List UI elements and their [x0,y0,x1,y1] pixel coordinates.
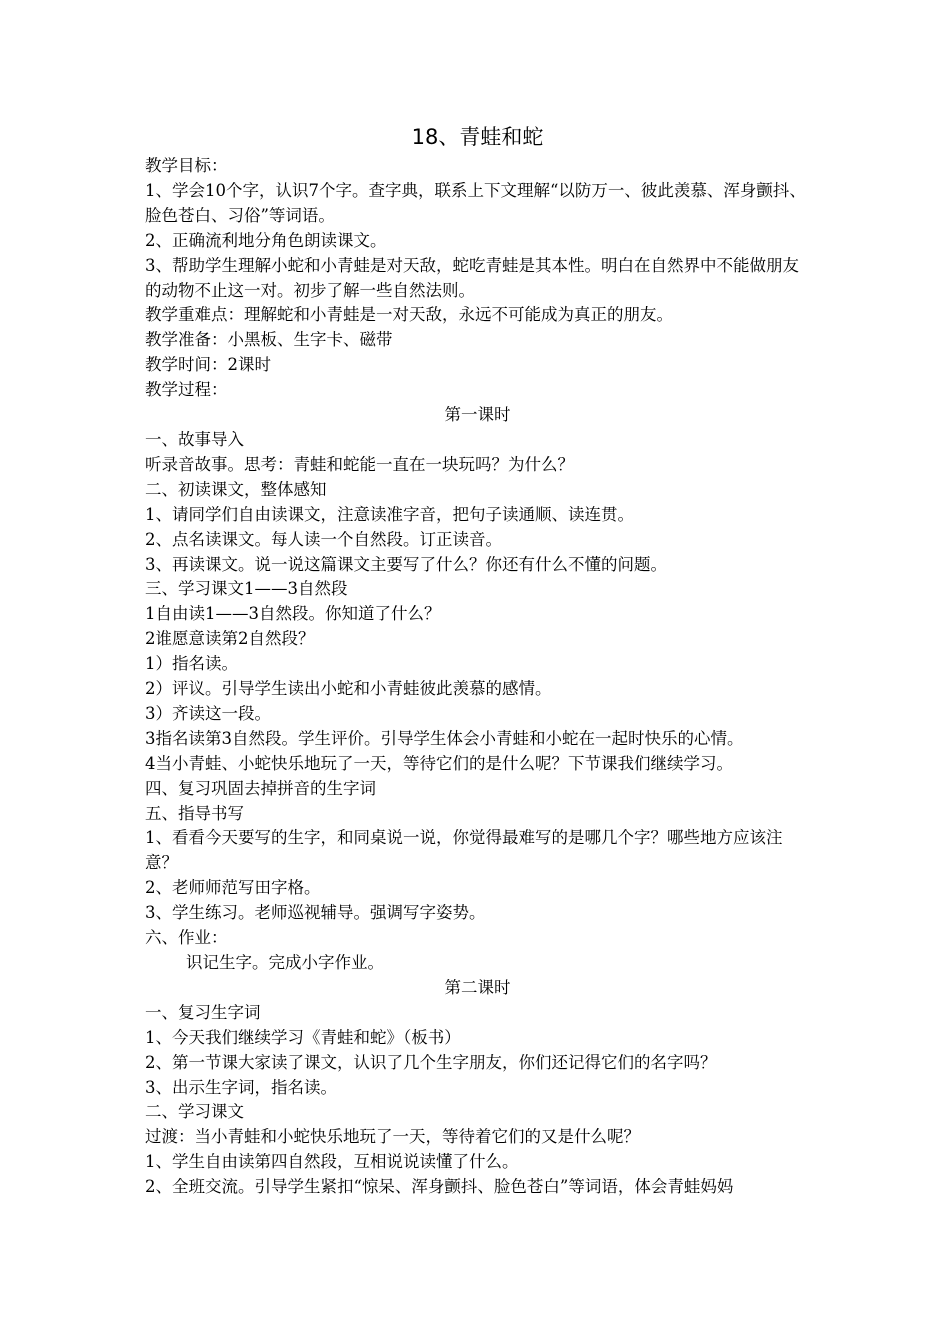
section-heading: 第二课时 [444,977,511,997]
paragraph-line: 教学时间：2课时 [145,355,271,375]
paragraph-line: 1、今天我们继续学习《青蛙和蛇》（板书） [145,1027,461,1047]
paragraph-line: 1自由读1——3自然段。你知道了什么？ [145,604,441,624]
paragraph-line: 教学过程： [145,380,228,400]
paragraph-line: 2、第一节课大家读了课文，认识了几个生字朋友，你们还记得它们的名字吗？ [145,1052,717,1072]
paragraph-line: 3指名读第3自然段。学生评价。引导学生体会小青蛙和小蛇在一起时快乐的心情。 [145,728,744,748]
paragraph-line: 一、复习生字词 [145,1002,261,1022]
paragraph-line: 1）指名读。 [145,654,238,674]
paragraph-line: 2、点名读课文。每人读一个自然段。订正读音。 [145,529,502,549]
paragraph-line: 教学目标： [145,156,228,175]
paragraph-line: 3、帮助学生理解小蛇和小青蛙是对天敌，蛇吃青蛙是其本性。明白在自然界中不能做朋友的动物不止这一对。初步了解一些自然法则。 [145,255,799,300]
paragraph-line: 三、学习课文1——3自然段 [145,579,348,599]
paragraph-line: 2、正确流利地分角色朗读课文。 [145,230,387,250]
paragraph-line: 4当小青蛙、小蛇快乐地玩了一天，等待它们的是什么呢？下节课我们继续学习。 [145,753,733,773]
paragraph-line: 识记生字。完成小字作业。 [186,953,384,972]
paragraph-line: 1、看看今天要写的生字，和同桌说一说，你觉得最难写的是哪几个字？哪些地方应该注意？ [145,828,783,873]
paragraph-line: 过渡：当小青蛙和小蛇快乐地玩了一天，等待着它们的又是什么呢？ [145,1127,640,1147]
paragraph-line: 二、学习课文 [145,1102,244,1122]
document-page [145,122,810,1200]
paragraph-line: 3、学生练习。老师巡视辅导。强调写字姿势。 [145,903,486,923]
paragraph-line: 2谁愿意读第2自然段？ [145,629,315,649]
paragraph-line: 2）评议。引导学生读出小蛇和小青蛙彼此羡慕的感情。 [145,679,552,699]
paragraph-line: 二、初读课文，整体感知 [145,479,327,499]
paragraph-line: 教学准备：小黑板、生字卡、磁带 [145,330,393,350]
paragraph-line: 2、老师师范写田字格。 [145,878,321,898]
document-body [145,154,810,1200]
paragraph-line: 1、学会10个字，认识7个字。查字典，联系上下文理解“以防万一、彼此羡慕、浑身颤抖、脸色苍白、习俗”等词语。 [145,180,806,225]
paragraph-line: 3、再读课文。说一说这篇课文主要写了什么？你还有什么不懂的问题。 [145,554,667,574]
document-title: 18、青蛙和蛇 [411,125,544,149]
paragraph-line: 2、全班交流。引导学生紧扣“惊呆、浑身颤抖、脸色苍白”等词语，体会青蛙妈妈 [145,1177,734,1197]
paragraph-line: 一、故事导入 [145,429,244,449]
paragraph-line: 五、指导书写 [145,803,244,823]
paragraph-line: 1、学生自由读第四自然段，互相说说读懂了什么。 [145,1152,519,1172]
paragraph-line: 1、请同学们自由读课文，注意读准字音，把句子读通顺、读连贯。 [145,504,634,524]
section-heading: 第一课时 [444,405,511,425]
paragraph-line: 四、复习巩固去掉拼音的生字词 [145,778,376,798]
paragraph-line: 六、作业： [145,928,228,948]
paragraph-line: 听录音故事。思考：青蛙和蛇能一直在一块玩吗？为什么？ [145,454,574,474]
paragraph-line: 3）齐读这一段。 [145,703,271,723]
paragraph-line: 教学重难点：理解蛇和小青蛙是一对天敌，永远不可能成为真正的朋友。 [145,305,673,325]
paragraph-line: 3、出示生字词，指名读。 [145,1077,337,1097]
